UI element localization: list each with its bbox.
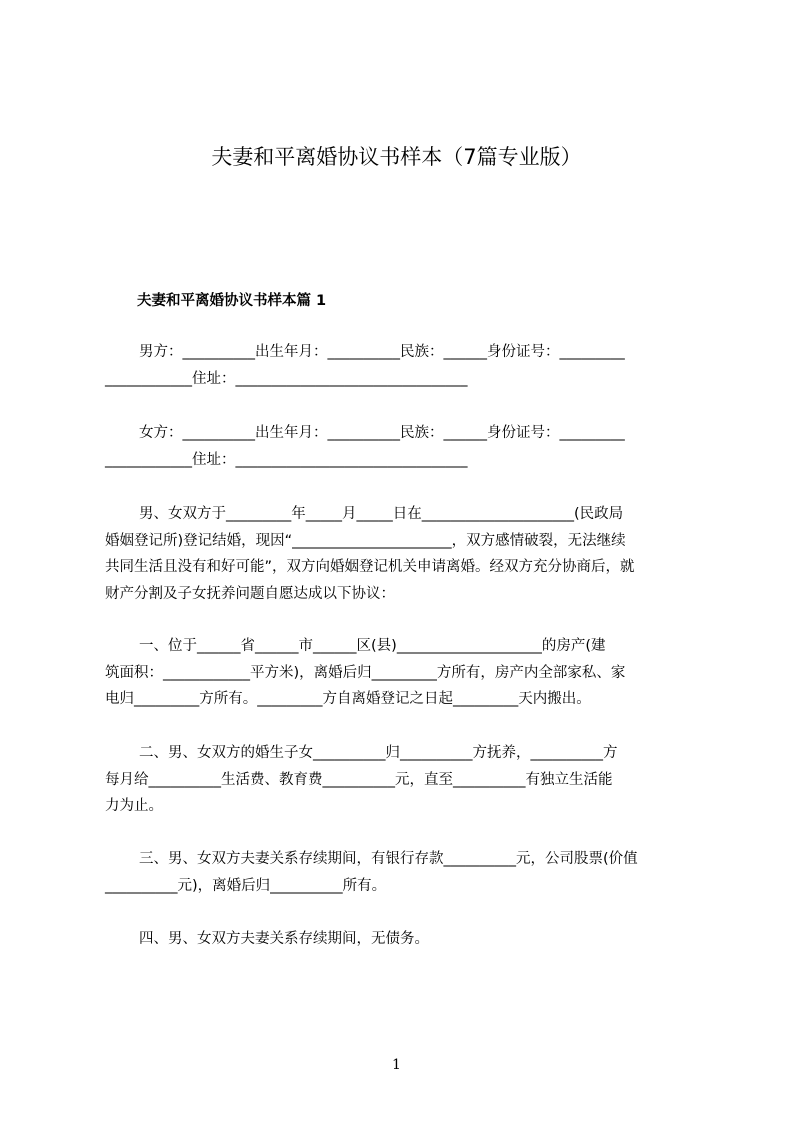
clause-4-line-1: 四、男、女双方夫妻关系存续期间，无债务。 <box>139 931 429 947</box>
intro-line-4: 财产分割及子女抚养问题自愿达成以下协议： <box>105 585 395 602</box>
clause-2-line-3: 力为止。 <box>105 798 163 814</box>
clause-4-debts <box>105 926 705 953</box>
section-heading: 夫妻和平离婚协议书样本篇 1 <box>137 293 327 309</box>
clause-2-children <box>105 740 705 820</box>
document-title: 夫妻和平离婚协议书样本（7篇专业版） <box>211 145 582 169</box>
female-party-info <box>105 420 705 473</box>
intro-line-1: 男、女双方于_________年_____月_____日在_____________________(民政局 <box>139 506 624 522</box>
clause-3-line-1: 三、男、女双方夫妻关系存续期间，有银行存款__________元，公司股票(价值 <box>139 851 638 867</box>
female-party-line-2: ____________住址：________________________________ <box>105 451 468 468</box>
male-party-line-1: 男方：__________出生年月：__________民族：______身份证号：_________ <box>139 344 625 360</box>
male-party-info <box>105 339 705 392</box>
clause-3-line-2: __________元)，离婚后归__________所有。 <box>105 877 387 894</box>
clause-2-line-1: 二、男、女双方的婚生子女__________归__________方抚养，__________方 <box>139 745 618 761</box>
clause-1-line-1: 一、位于______省______市______区(县)____________________的房产(建 <box>139 638 606 654</box>
intro-line-3: 共同生活且没有和好可能”，双方向婚姻登记机关申请离婚。经双方充分协商后，就 <box>105 559 635 575</box>
clause-3-savings <box>105 846 705 899</box>
clause-2-line-2: 每月给__________生活费、教育费__________元，直至__________有独立生活能 <box>105 771 613 788</box>
marriage-intro-paragraph <box>105 501 705 607</box>
intro-line-2: 婚姻登记所)登记结婚，现因“______________________，双方感情破裂，无法继续 <box>105 532 626 549</box>
male-party-line-2: ____________住址：________________________________ <box>105 370 468 387</box>
female-party-line-1: 女方：__________出生年月：__________民族：______身份证号：_________ <box>139 425 625 441</box>
page-number: 1 <box>392 1057 401 1073</box>
clause-1-line-3: 电归_________方所有。_________方自离婚登记之日起_________天内搬出。 <box>105 691 591 707</box>
clause-1-line-2: 筑面积：____________平方米)，离婚后归_________方所有，房产内全部家私、家 <box>105 664 626 681</box>
clause-1-property <box>105 633 705 713</box>
